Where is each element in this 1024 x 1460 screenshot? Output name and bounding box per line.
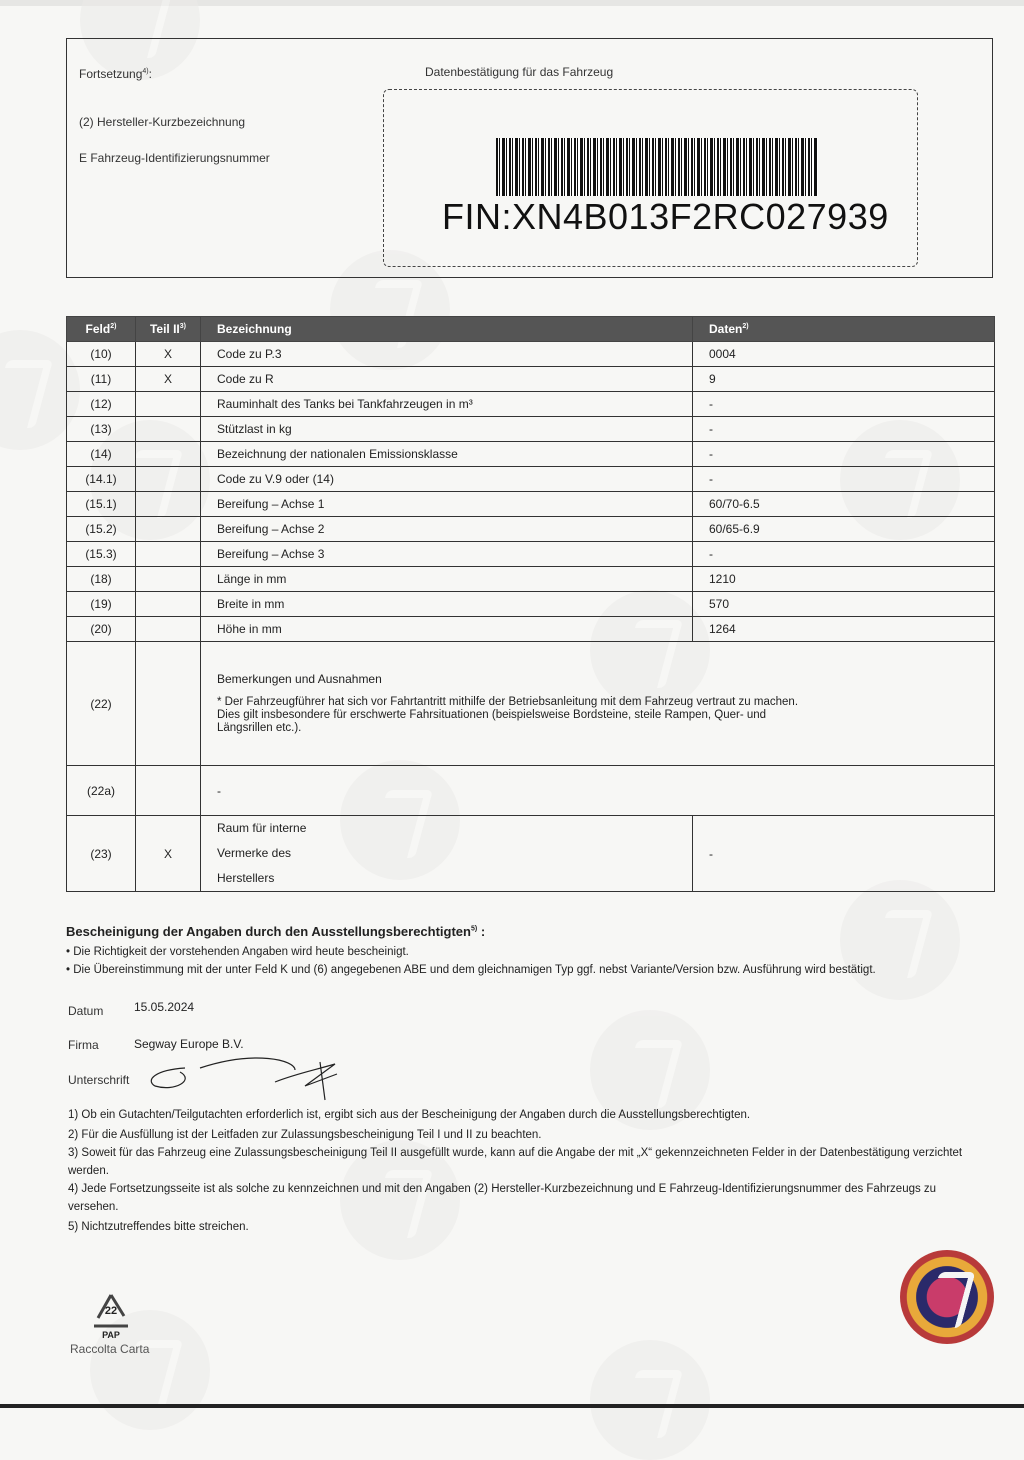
column-header-teil-ii: Teil II$^{3)}$ xyxy=(136,317,201,342)
watermark-logo xyxy=(840,880,960,1000)
table-row xyxy=(67,392,995,417)
teil-ii-cell xyxy=(136,766,201,816)
feld-cell: (15.2) xyxy=(67,517,136,542)
footnote: 2) Für die Ausfüllung ist der Leitfaden zur Zulassungsbescheinigung Teil I und II zu beachten. xyxy=(68,1129,542,1141)
table-row xyxy=(67,617,995,642)
daten-cell: 0004 xyxy=(693,342,995,367)
date-value: 15.05.2024 xyxy=(134,1000,195,1014)
hologram-symbol xyxy=(924,1272,975,1328)
handwritten-signature xyxy=(145,1050,355,1110)
feld-cell: (23) xyxy=(67,816,136,892)
table-row xyxy=(67,567,995,592)
feld-cell: (13) xyxy=(67,417,136,442)
company-value: Segway Europe B.V. xyxy=(134,1037,244,1051)
teil-ii-cell: X xyxy=(136,816,201,892)
daten-cell: - xyxy=(693,392,995,417)
teil-ii-cell xyxy=(136,417,201,442)
manufacturer-code-label: (2) Hersteller-Kurzbezeichnung xyxy=(79,115,246,129)
continuation-label: Fortsetzung$^{4)}$: xyxy=(79,67,152,81)
company-label: Firma xyxy=(68,1038,99,1052)
bezeichnung-cell: Bereifung – Achse 1 xyxy=(201,492,693,517)
teil-ii-cell: X xyxy=(136,367,201,392)
table-row xyxy=(67,467,995,492)
vehicle-data-table xyxy=(66,316,995,892)
daten-cell: 9 xyxy=(693,367,995,392)
hologram-seal-icon xyxy=(900,1250,994,1344)
barcode xyxy=(496,138,818,196)
footnote: 3) Soweit für das Fahrzeug eine Zulassungsbescheinigung Teil II ausgefüllt wurde, kann auf die Angabe der mit „X“ gekennzeichneten Felder in der Datenbestätigung verzichtet werden. xyxy=(68,1147,963,1177)
daten-cell: 1264 xyxy=(693,617,995,642)
remarks-text: * Der Fahrzeugführer hat sich vor Fahrtantritt mithilfe der Betriebsanleitung mit dem Fahrzeug vertraut zu machen. Dies gilt insbesondere für erschwerte Fahrsituationen (beispielsweise Bordsteine, steile Rampen, Quer- und Längsrillen etc.). xyxy=(217,696,799,734)
feld-cell: (15.3) xyxy=(67,542,136,567)
vehicle-header-box xyxy=(66,38,993,278)
feld-cell: (12) xyxy=(67,392,136,417)
daten-cell: - xyxy=(693,442,995,467)
bezeichnung-cell: Bezeichnung der nationalen Emissionsklasse xyxy=(201,442,693,467)
remarks-title: Bemerkungen und Ausnahmen xyxy=(217,672,382,686)
fin-barcode-box xyxy=(383,89,918,267)
row-22a xyxy=(67,766,995,816)
internal-notes-line: Herstellers xyxy=(217,871,275,885)
date-label: Datum xyxy=(68,1004,104,1018)
bezeichnung-cell: Code zu R xyxy=(201,367,693,392)
row-23 xyxy=(67,816,995,892)
feld-cell: (14.1) xyxy=(67,467,136,492)
bezeichnung-cell: Höhe in mm xyxy=(201,617,693,642)
bezeichnung-cell: Code zu P.3 xyxy=(201,342,693,367)
certification-bullet: • Die Übereinstimmung mit der unter Feld K und (6) angegebenen ABE und dem gleichnamigen Typ ggf. nebst Variante/Version bzw. Ausführung wird bestätigt. xyxy=(66,964,876,976)
bezeichnung-cell: Breite in mm xyxy=(201,592,693,617)
watermark-logo xyxy=(590,1340,710,1460)
bezeichnung-cell: Bereifung – Achse 2 xyxy=(201,517,693,542)
feld-cell: (18) xyxy=(67,567,136,592)
table-row xyxy=(67,342,995,367)
signature-label: Unterschrift xyxy=(68,1073,130,1087)
teil-ii-cell xyxy=(136,567,201,592)
footnote: 4) Jede Fortsetzungsseite ist als solche zu kennzeichnen und mit den Angaben (2) Hersteller-Kurzbezeichnung und E Fahrzeug-Identifizierungsnummer des Fahrzeugs zu versehen. xyxy=(68,1183,937,1213)
teil-ii-cell xyxy=(136,392,201,417)
bezeichnung-cell: Länge in mm xyxy=(201,567,693,592)
internal-notes-label xyxy=(201,816,693,892)
recycle-material: PAP xyxy=(102,1330,120,1340)
fin-number: FIN:XN4B013F2RC027939 xyxy=(442,196,889,237)
table-row xyxy=(67,367,995,392)
bezeichnung-cell: Rauminhalt des Tanks bei Tankfahrzeugen in m³ xyxy=(201,392,693,417)
recycle-code: 22 xyxy=(104,1305,118,1317)
internal-notes-line: Raum für interne xyxy=(217,821,307,835)
column-header-feld: Feld$^{2)}$ xyxy=(67,317,136,342)
remarks-cell xyxy=(201,642,995,766)
feld-cell: (15.1) xyxy=(67,492,136,517)
table-row xyxy=(67,592,995,617)
scan-edge-bottom xyxy=(0,1404,1024,1408)
table-header-row xyxy=(67,317,995,342)
certification-bullet: • Die Richtigkeit der vorstehenden Angaben wird heute bescheinigt. xyxy=(66,946,409,958)
recycle-text: Raccolta Carta xyxy=(70,1342,150,1356)
daten-cell: 1210 xyxy=(693,567,995,592)
teil-ii-cell xyxy=(136,542,201,567)
daten-cell: - xyxy=(693,467,995,492)
table-row xyxy=(67,542,995,567)
teil-ii-cell xyxy=(136,442,201,467)
teil-ii-cell xyxy=(136,642,201,766)
daten-cell: 60/65-6.9 xyxy=(693,517,995,542)
table-row xyxy=(67,517,995,542)
vin-label: E Fahrzeug-Identifizierungsnummer xyxy=(79,151,270,165)
internal-notes-line: Vermerke des xyxy=(217,846,292,860)
data-confirmation-title: Datenbestätigung für das Fahrzeug xyxy=(425,65,614,79)
column-header-daten: Daten$^{2)}$ xyxy=(693,317,995,342)
teil-ii-cell: X xyxy=(136,342,201,367)
internal-notes-value: - xyxy=(693,816,995,892)
teil-ii-cell xyxy=(136,592,201,617)
daten-cell: 60/70-6.5 xyxy=(693,492,995,517)
feld-cell: (19) xyxy=(67,592,136,617)
feld-cell: (10) xyxy=(67,342,136,367)
teil-ii-cell xyxy=(136,492,201,517)
daten-cell: - xyxy=(693,417,995,442)
remarks-row xyxy=(67,642,995,766)
feld-cell: (11) xyxy=(67,367,136,392)
teil-ii-cell xyxy=(136,617,201,642)
bezeichnung-cell: Stützlast in kg xyxy=(201,417,693,442)
daten-cell: 570 xyxy=(693,592,995,617)
footnote: 5) Nichtzutreffendes bitte streichen. xyxy=(68,1221,249,1233)
feld-cell: (14) xyxy=(67,442,136,467)
table-row xyxy=(67,492,995,517)
feld-cell: (22) xyxy=(67,642,136,766)
bezeichnung-cell: Code zu V.9 oder (14) xyxy=(201,467,693,492)
bezeichnung-cell: Bereifung – Achse 3 xyxy=(201,542,693,567)
table-row xyxy=(67,417,995,442)
feld-cell: (20) xyxy=(67,617,136,642)
teil-ii-cell xyxy=(136,517,201,542)
teil-ii-cell xyxy=(136,467,201,492)
certification-title: Bescheinigung der Angaben durch den Ausstellungsberechtigten$^{5)}$ : xyxy=(66,924,486,939)
table-row xyxy=(67,442,995,467)
row-22a-cell: - xyxy=(201,766,995,816)
column-header-bezeichnung: Bezeichnung xyxy=(201,317,693,342)
footnote: 1) Ob ein Gutachten/Teilgutachten erforderlich ist, ergibt sich aus der Bescheinigung der Angaben durch die Ausstellungsberechtigten. xyxy=(68,1109,751,1121)
daten-cell: - xyxy=(693,542,995,567)
feld-cell: (22a) xyxy=(67,766,136,816)
